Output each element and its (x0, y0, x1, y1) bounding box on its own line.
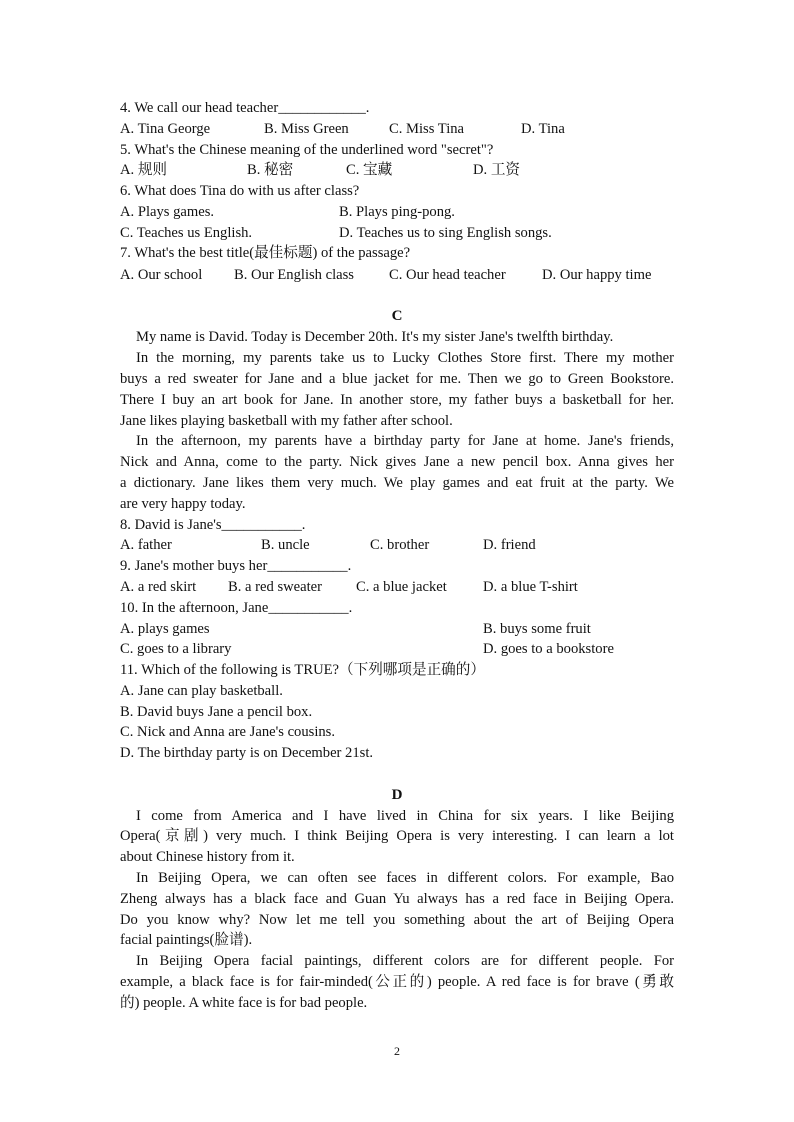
passage-c-line: There I buy an art book for Jane. In another store, my father buys a basketball for her. (120, 392, 674, 408)
q8-option-b: B. uncle (261, 537, 310, 553)
q5-option-c: C. 宝藏 (346, 162, 393, 178)
q7-option-a: A. Our school (120, 267, 203, 283)
q4-stem: 4. We call our head teacher____________. (120, 100, 370, 116)
q8-option-a: A. father (120, 537, 172, 553)
passage-c-line: Jane likes playing basketball with my father after school. (120, 413, 453, 429)
passage-c-line: My name is David. Today is December 20th. It's my sister Jane's twelfth birthday. (136, 329, 614, 345)
page-number: 2 (394, 1044, 400, 1058)
q6-option-b: B. Plays ping-pong. (339, 204, 455, 220)
q10-option-d: D. goes to a bookstore (483, 641, 614, 657)
q11-option-c: C. Nick and Anna are Jane's cousins. (120, 724, 336, 740)
passage-c-line: a dictionary. Jane likes them very much. We play games and eat fruit at the party. We (120, 475, 674, 491)
passage-d-line: In Beijing Opera facial paintings, different colors are for different people. For (136, 953, 674, 969)
q4-option-a: A. Tina George (120, 121, 211, 137)
q6-option-a: A. Plays games. (120, 204, 215, 220)
q8-option-d: D. friend (483, 537, 536, 553)
passage-d-line: Zheng always has a black face and Guan Yu always has a red face in Beijing Opera. (120, 891, 674, 907)
q4-option-c: C. Miss Tina (389, 121, 465, 137)
q9-option-d: D. a blue T-shirt (483, 579, 578, 595)
q7-option-b: B. Our English class (234, 267, 354, 283)
q6-option-c: C. Teaches us English. (120, 225, 253, 241)
q11-stem: 11. Which of the following is TRUE?（下列哪项是正确的） (120, 662, 485, 678)
q4-option-d: D. Tina (521, 121, 565, 137)
q8-option-c: C. brother (370, 537, 430, 553)
q7-option-d: D. Our happy time (542, 267, 652, 283)
q10-stem: 10. In the afternoon, Jane___________. (120, 600, 353, 616)
q8-stem: 8. David is Jane's___________. (120, 517, 306, 533)
section-d-heading: D (391, 787, 403, 803)
q6-stem: 6. What does Tina do with us after class? (120, 183, 360, 199)
q9-option-b: B. a red sweater (228, 579, 323, 595)
q9-option-c: C. a blue jacket (356, 579, 447, 595)
section-c-heading: C (391, 308, 403, 324)
passage-d-line: about Chinese history from it. (120, 849, 295, 865)
passage-d-line: In Beijing Opera, we can often see faces in different colors. For example, Bao (136, 870, 674, 886)
passage-c-line: In the afternoon, my parents have a birthday party for Jane at home. Jane's friends, (136, 433, 674, 449)
q10-option-a: A. plays games (120, 621, 210, 637)
q5-stem: 5. What's the Chinese meaning of the underlined word "secret"? (120, 142, 494, 158)
q11-option-a: A. Jane can play basketball. (120, 683, 283, 699)
q10-option-b: B. buys some fruit (483, 621, 591, 637)
passage-c-line: Nick and Anna, come to the party. Nick gives Jane a new pencil box. Anna gives her (120, 454, 674, 470)
q5-option-a: A. 规则 (120, 162, 168, 178)
q9-option-a: A. a red skirt (120, 579, 197, 595)
q11-option-b: B. David buys Jane a pencil box. (120, 704, 313, 720)
q7-stem: 7. What's the best title(最佳标题) of the passage? (120, 245, 411, 261)
passage-d-line: example, a black face is for fair-minded(公正的) people. A red face is for brave (勇敢 (120, 974, 674, 990)
q11-option-d: D. The birthday party is on December 21st. (120, 745, 374, 761)
q7-option-c: C. Our head teacher (389, 267, 506, 283)
q9-stem: 9. Jane's mother buys her___________. (120, 558, 352, 574)
passage-d-line: I come from America and I have lived in China for six years. I like Beijing (136, 808, 674, 824)
passage-c-line: are very happy today. (120, 496, 246, 512)
passage-d-line: Opera(京剧) very much. I think Beijing Opera is very interesting. I can learn a lot (120, 828, 674, 844)
q6-option-d: D. Teaches us to sing English songs. (339, 225, 552, 241)
passage-c-line: In the morning, my parents take us to Lucky Clothes Store first. There my mother (136, 350, 674, 366)
passage-d-line: facial paintings(脸谱). (120, 932, 253, 948)
q4-option-b: B. Miss Green (264, 121, 349, 137)
passage-c-line: buys a red sweater for Jane and a blue jacket for me. Then we go to Green Bookstore. (120, 371, 674, 387)
q5-option-b: B. 秘密 (247, 162, 294, 178)
passage-d-line: Do you know why? Now let me tell you something about the art of Beijing Opera (120, 912, 674, 928)
q10-option-c: C. goes to a library (120, 641, 232, 657)
passage-d-line: 的) people. A white face is for bad people. (120, 995, 368, 1011)
q5-option-d: D. 工资 (473, 162, 521, 178)
